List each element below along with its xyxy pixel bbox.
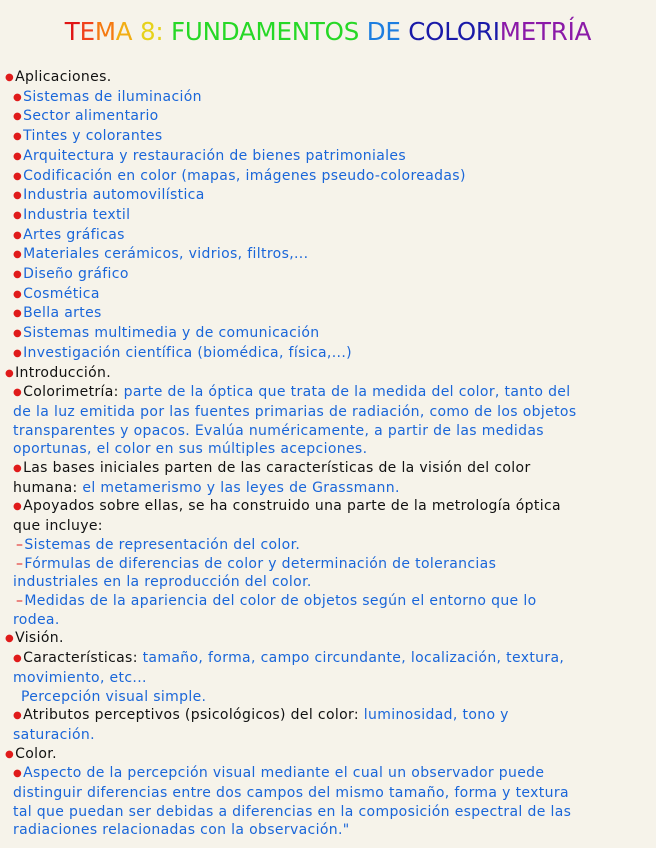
section-heading-introduccion: ●Introducción. (5, 364, 112, 381)
list-item (5, 127, 645, 147)
list-item (5, 324, 645, 344)
red-dot-icon: ● (13, 209, 23, 221)
dash-icon: – (16, 555, 24, 572)
text-line: saturación. (13, 726, 95, 743)
text-line: movimiento, etc... (13, 669, 147, 686)
list-item (5, 304, 645, 324)
red-dot-icon: ● (13, 229, 23, 241)
list-item (5, 265, 645, 285)
title-word-colorimetria (408, 17, 591, 46)
list-item: ●Colorimetría: parte de la óptica que trata de la medida del color, tanto del (13, 384, 571, 401)
red-dot-icon: ● (13, 288, 23, 300)
title-letter: T (536, 17, 551, 46)
text-line: radiaciones relacionadas con la observación." (13, 822, 350, 839)
sub-item: –Sistemas de representación del color. (16, 536, 301, 553)
dash-icon: – (16, 536, 24, 553)
text-line: humana: el metamerismo y las leyes de Grassmann. (13, 479, 400, 496)
list-item-label: Materiales cerámicos, vidrios, filtros,... (23, 246, 309, 263)
applications-list (5, 88, 645, 364)
red-dot-icon: ● (5, 748, 15, 760)
red-dot-icon: ● (13, 328, 23, 340)
title-tema (65, 17, 133, 46)
list-item (5, 206, 645, 226)
list-item-label: Sistemas multimedia y de comunicación (23, 325, 320, 342)
text-line: tal que puedan ser debidas a diferencias en la composición espectral de las (13, 803, 572, 820)
red-dot-icon: ● (13, 501, 23, 513)
title-word-de: DE (366, 17, 401, 46)
red-dot-icon: ● (13, 387, 23, 399)
list-item-label: Tintes y colorantes (23, 128, 163, 145)
title-letter: I (492, 17, 500, 46)
list-item-label: Cosmética (23, 285, 100, 302)
list-item (5, 285, 645, 305)
list-item-label: Investigación científica (biomédica, física,...) (23, 344, 352, 361)
title-letter: M (94, 17, 116, 46)
red-dot-icon: ● (13, 170, 23, 182)
section-heading-vision: ●Visión. (5, 630, 64, 647)
red-dot-icon: ● (13, 308, 23, 320)
red-dot-icon: ● (13, 131, 23, 143)
title-letter: L (444, 17, 457, 46)
list-item-label: Bella artes (23, 305, 102, 322)
list-item (5, 107, 645, 127)
list-item (5, 167, 645, 187)
title-word-fundamentos: FUNDAMENTOS (171, 17, 360, 46)
title-number: 8: (139, 17, 164, 46)
sub-item: –Medidas de la apariencia del color de objetos según el entorno que lo (16, 592, 537, 609)
red-dot-icon: ● (13, 710, 23, 722)
text-line: Percepción visual simple. (21, 688, 207, 705)
title-letter: R (475, 17, 493, 46)
text-line: transparentes y opacos. Evalúa numéricamente, a partir de las medidas (13, 422, 544, 439)
title-letter: Í (567, 17, 575, 46)
list-item-label: Artes gráficas (23, 226, 125, 243)
red-dot-icon: ● (13, 347, 23, 359)
list-item (5, 186, 645, 206)
title-letter: A (574, 17, 592, 46)
text-line: oportunas, el color en sus múltiples acepciones. (13, 441, 368, 458)
text-line: distinguir diferencias entre dos campos del mismo tamaño, forma y textura (13, 785, 569, 802)
red-dot-icon: ● (5, 633, 15, 645)
title-letter: R (550, 17, 568, 46)
title-letter: O (425, 17, 445, 46)
text-line: que incluye: (13, 518, 103, 535)
red-dot-icon: ● (5, 367, 15, 379)
red-dot-icon: ● (13, 768, 23, 780)
list-item (5, 226, 645, 246)
title-letter: O (456, 17, 476, 46)
list-item (5, 245, 645, 265)
title-letter: A (115, 17, 133, 46)
text-line: de la luz emitida por las fuentes primarias de radiación, como de los objetos (13, 403, 577, 420)
list-item (5, 88, 645, 108)
title-letter: E (520, 17, 537, 46)
list-item-label: Codificación en color (mapas, imágenes pseudo-coloreadas) (23, 167, 466, 184)
section-heading-aplicaciones: ●Aplicaciones. (5, 69, 112, 85)
page-title (0, 17, 656, 46)
list-item-label: Sector alimentario (23, 108, 159, 125)
list-item-label: Diseño gráfico (23, 266, 129, 283)
dash-icon: – (16, 592, 24, 609)
document-body (5, 68, 645, 840)
section-heading-color: ●Color. (5, 745, 57, 762)
text-line: industriales en la reproducción del color. (13, 574, 312, 591)
title-letter: T (64, 17, 80, 46)
title-letter: E (79, 17, 95, 46)
title-letter: M (499, 17, 521, 46)
red-dot-icon: ● (13, 249, 23, 261)
list-item: ●Características: tamaño, forma, campo circundante, localización, textura, (13, 650, 565, 667)
red-dot-icon: ● (13, 653, 23, 665)
list-item: ●Las bases iniciales parten de las características de la visión del color (13, 460, 531, 477)
red-dot-icon: ● (5, 72, 15, 83)
list-item (5, 147, 645, 167)
red-dot-icon: ● (13, 150, 23, 162)
red-dot-icon: ● (13, 269, 23, 281)
title-letter: C (408, 17, 426, 46)
list-item-label: Industria automovilística (23, 187, 205, 204)
list-item: ●Aspecto de la percepción visual mediante el cual un observador puede (13, 765, 545, 782)
red-dot-icon: ● (13, 190, 23, 202)
list-item (5, 344, 645, 364)
list-item-label: Industria textil (23, 206, 131, 223)
list-item: ●Apoyados sobre ellas, se ha construido una parte de la metrología óptica (13, 498, 561, 515)
red-dot-icon: ● (13, 91, 23, 103)
list-item: ●Atributos perceptivos (psicológicos) del color: luminosidad, tono y (13, 707, 509, 724)
sub-item: –Fórmulas de diferencias de color y determinación de tolerancias (16, 555, 497, 572)
red-dot-icon: ● (13, 111, 23, 123)
list-item-label: Arquitectura y restauración de bienes patrimoniales (23, 147, 406, 164)
red-dot-icon: ● (13, 463, 23, 475)
text-line: rodea. (13, 611, 60, 628)
list-item-label: Sistemas de iluminación (23, 88, 202, 105)
